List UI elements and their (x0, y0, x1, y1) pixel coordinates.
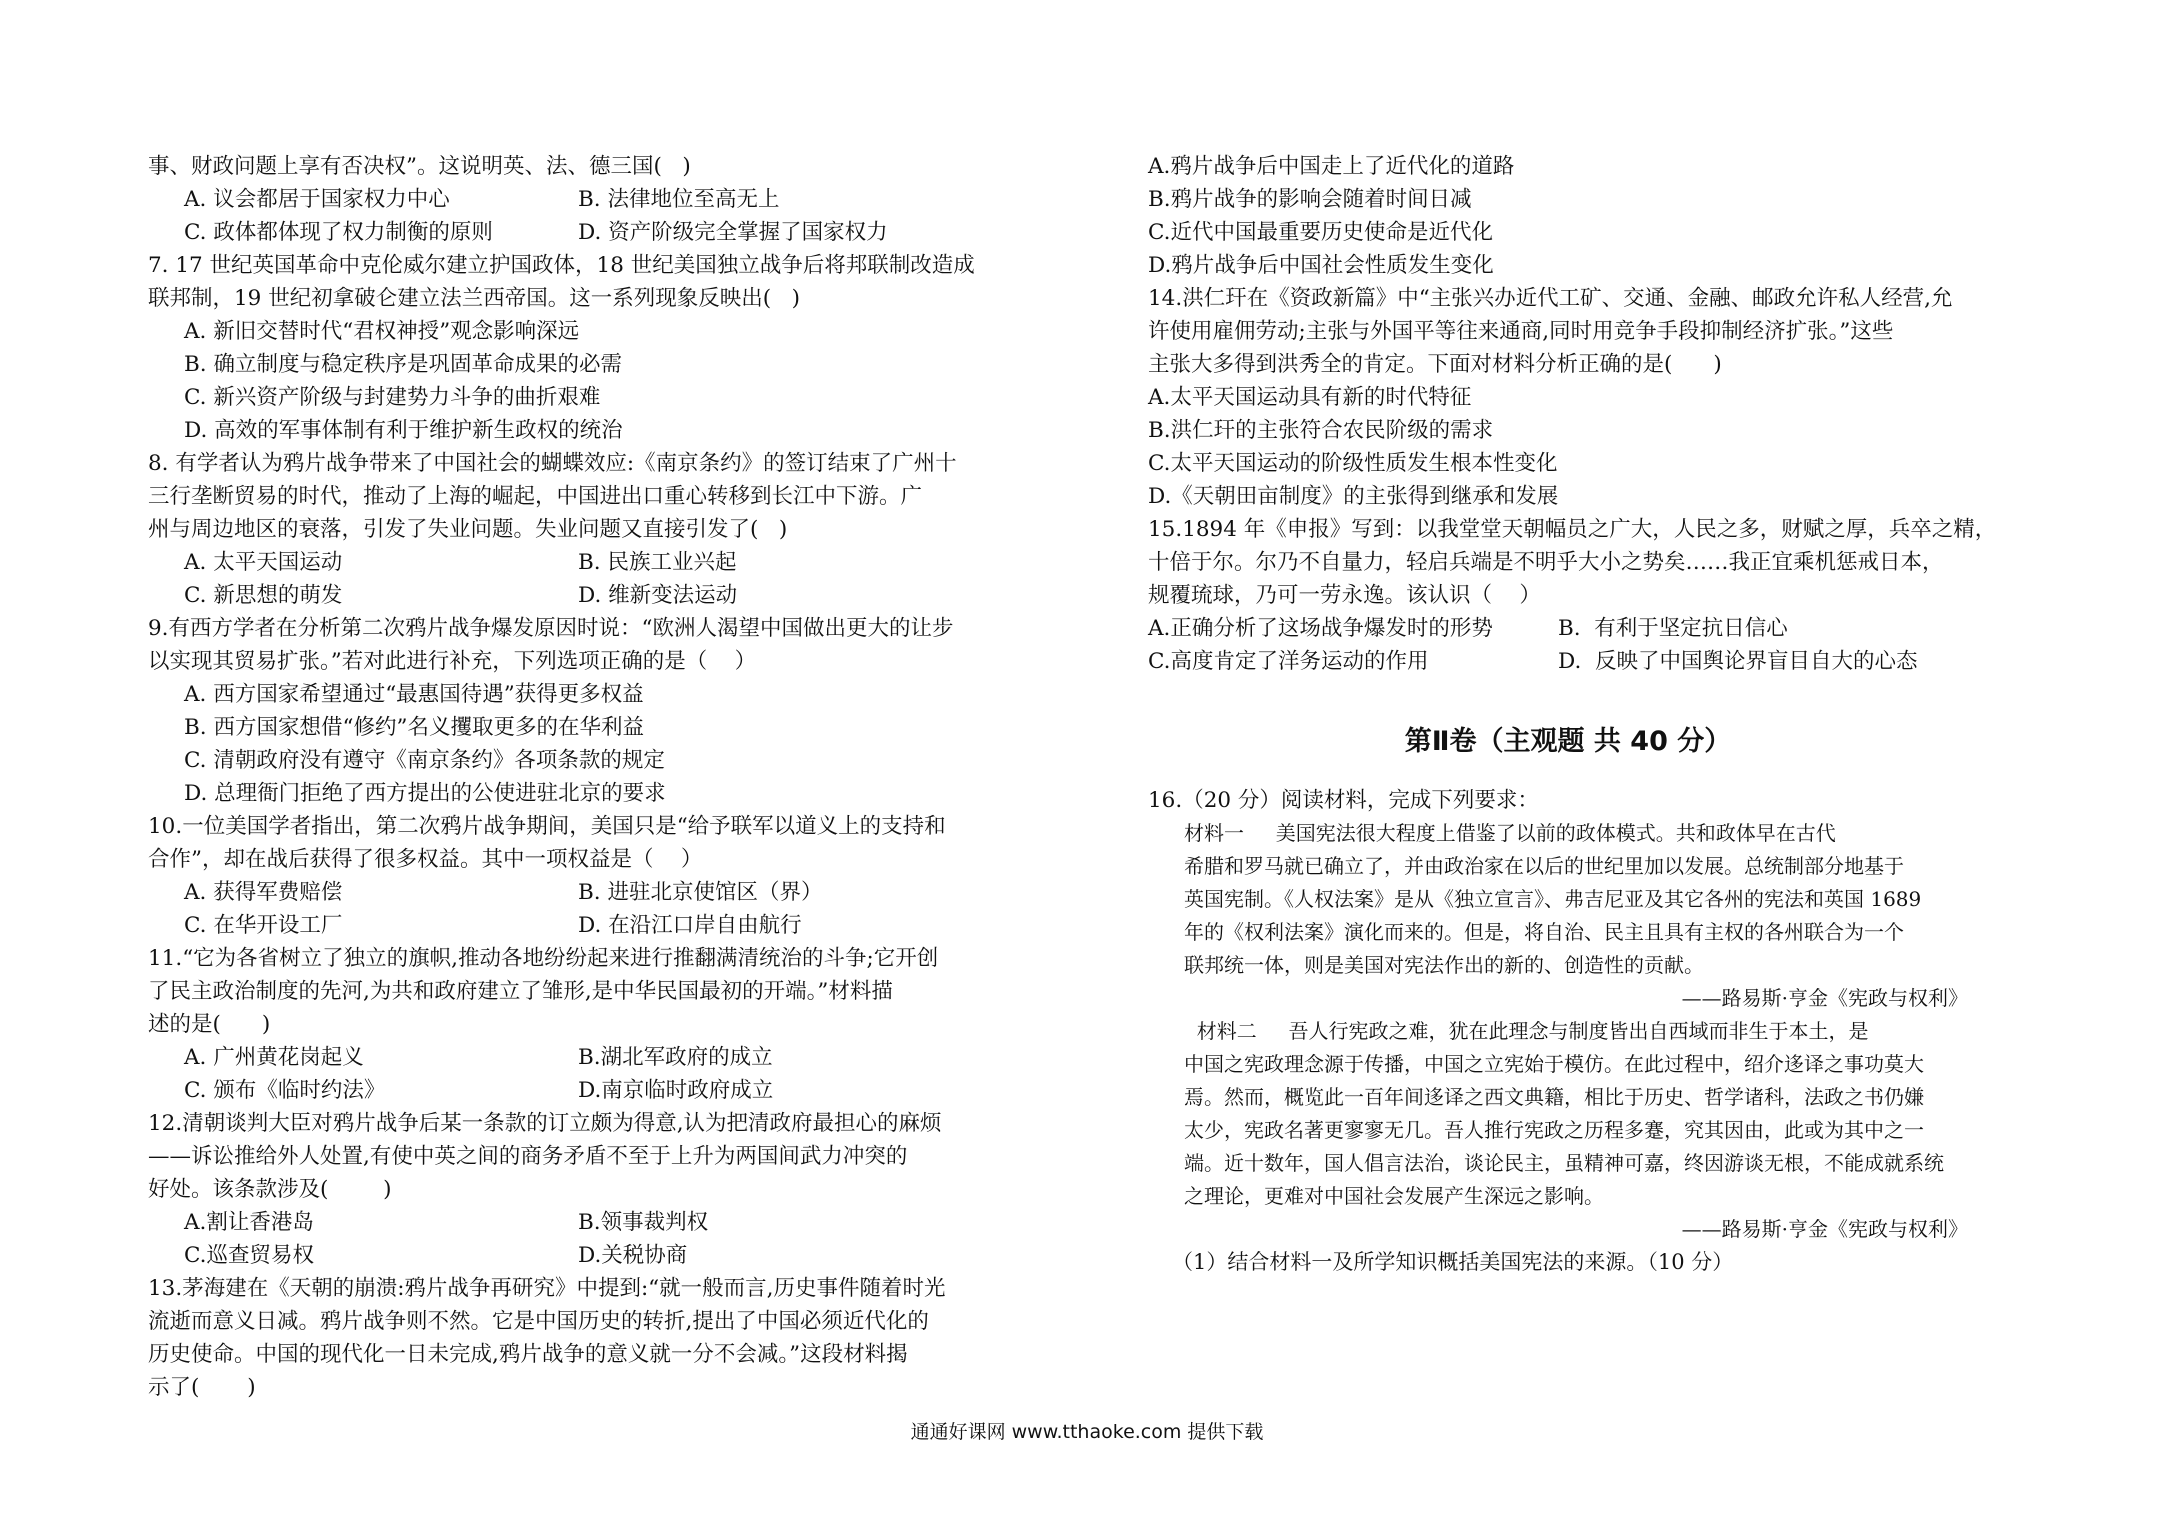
option-d: D. 反映了中国舆论界盲目自大的心态 (1558, 649, 1918, 674)
question-text: 11.“它为各省树立了独立的旗帜,推动各地纷纷起来进行推翻满清统治的斗争;它开创 (148, 946, 939, 971)
question-6 (148, 150, 1008, 249)
option-d: D.南京临时政府成立 (578, 1078, 774, 1103)
option-b: B.鸦片战争的影响会随着时间日减 (1148, 187, 1472, 212)
option-d: D. 高效的军事体制有利于维护新生政权的统治 (184, 418, 623, 443)
option-d: D.鸦片战争后中国社会性质发生变化 (1148, 253, 1494, 278)
option-c: C. 新思想的萌发 (184, 583, 343, 608)
option-d: D. 总理衙门拒绝了西方提出的公使进驻北京的要求 (184, 781, 666, 806)
right-column (1148, 150, 1997, 1279)
question-text: 述的是( ) (148, 1012, 271, 1037)
question-10 (148, 810, 1008, 942)
question-text: 9.有西方学者在分析第二次鸦片战争爆发原因时说：“欧洲人渴望中国做出更大的让步 (148, 616, 954, 641)
question-text: 8. 有学者认为鸦片战争带来了中国社会的蝴蝶效应:《南京条约》的签订结束了广州十 (148, 451, 957, 476)
option-a: A.鸦片战争后中国走上了近代化的道路 (1148, 154, 1515, 179)
left-column (148, 150, 1008, 1404)
question-text: 7. 17 世纪英国革命中克伦威尔建立护国政体，18 世纪美国独立战争后将邦联制改造成 (148, 253, 975, 278)
question-text: 流逝而意义日减。鸦片战争则不然。它是中国历史的转折,提出了中国必须近代化的 (148, 1309, 929, 1334)
question-text: 示了( ) (148, 1375, 256, 1400)
material-line: 年的《权利法案》演化而来的。但是，将自治、民主且具有主权的各州联合为一个 (1184, 920, 1904, 944)
question-text: 规覆琉球，乃可一劳永逸。该认识（ ） (1148, 583, 1541, 608)
question-text: 以实现其贸易扩张。”若对此进行补充，下列选项正确的是（ ） (148, 649, 757, 674)
option-b: B.领事裁判权 (578, 1210, 709, 1235)
question-text: 13.茅海建在《天朝的崩溃:鸦片战争再研究》中提到:“就一般而言,历史事件随着时光 (148, 1276, 946, 1301)
option-d: D. 维新变法运动 (578, 583, 738, 608)
material-source: ——路易斯·亨金《宪政与权利》 (1681, 1217, 1968, 1241)
option-c: C. 在华开设工厂 (184, 913, 343, 938)
option-b: B. 西方国家想借“修约”名义攫取更多的在华利益 (184, 715, 644, 740)
option-c: C. 清朝政府没有遵守《南京条约》各项条款的规定 (184, 748, 665, 773)
option-c: C. 新兴资产阶级与封建势力斗争的曲折艰难 (184, 385, 601, 410)
option-d: D. 资产阶级完全掌握了国家权力 (578, 220, 888, 245)
option-c: C.巡查贸易权 (184, 1243, 315, 1268)
question-text: 15.1894 年《申报》写到：以我堂堂天朝幅员之广大，人民之多，财赋之厚，兵卒之精， (1148, 517, 1997, 542)
question-8 (148, 447, 1008, 612)
material-line: 材料一 美国宪法很大程度上借鉴了以前的政体模式。共和政体早在古代 (1184, 821, 1836, 845)
question-text: 合作”，却在战后获得了很多权益。其中一项权益是（ ） (148, 847, 703, 872)
question-9 (148, 612, 1008, 810)
question-text: 十倍于尔。尔乃不自量力，轻启兵端是不明乎大小之势矣……我正宜乘机惩戒日本， (1148, 550, 1944, 575)
question-13-options (1148, 150, 1988, 282)
material-line: 之理论，更难对中国社会发展产生深远之影响。 (1184, 1184, 1604, 1208)
question-16 (1148, 784, 1988, 1279)
question-text: 好处。该条款涉及( ) (148, 1177, 392, 1202)
option-a: A. 广州黄花岗起义 (184, 1045, 364, 1070)
option-a: A. 议会都居于国家权力中心 (184, 187, 450, 212)
question-text: 10.一位美国学者指出，第二次鸦片战争期间，美国只是“给予联军以道义上的支持和 (148, 814, 946, 839)
question-text: 16.（20 分）阅读材料，完成下列要求： (1148, 788, 1539, 813)
question-11 (148, 942, 1008, 1107)
question-text: 许使用雇佣劳动;主张与外国平等往来通商,同时用竞争手段抑制经济扩张。”这些 (1148, 319, 1894, 344)
question-13 (148, 1272, 1008, 1404)
material-source: ——路易斯·亨金《宪政与权利》 (1681, 986, 1968, 1010)
question-text: 12.清朝谈判大臣对鸦片战争后某一条款的订立颇为得意,认为把清政府最担心的麻烦 (148, 1111, 942, 1136)
option-c: C. 政体都体现了权力制衡的原则 (184, 220, 493, 245)
material-line: 太少，宪政名著更寥寥无几。吾人推行宪政之历程多蹇，究其因由，此或为其中之一 (1184, 1118, 1924, 1142)
page-footer: 通通好课网 www.tthaoke.com 提供下载 (910, 1421, 1264, 1443)
option-a: A. 新旧交替时代“君权神授”观念影响深远 (184, 319, 580, 344)
question-text: ——诉讼推给外人处置,有使中英之间的商务矛盾不至于上升为两国间武力冲突的 (148, 1144, 908, 1169)
option-a: A.太平天国运动具有新的时代特征 (1148, 385, 1472, 410)
option-b: B. 法律地位至高无上 (578, 187, 780, 212)
option-c: C. 颁布《临时约法》 (184, 1078, 386, 1103)
option-c: C.太平天国运动的阶级性质发生根本性变化 (1148, 451, 1558, 476)
question-15 (1148, 513, 1997, 678)
material-line: 端。近十数年，国人倡言法治，谈论民主，虽精神可嘉，终因游谈无根，不能成就系统 (1184, 1151, 1944, 1175)
option-a: A.正确分析了这场战争爆发时的形势 (1148, 616, 1493, 641)
material-line: 英国宪制。《人权法案》是从《独立宣言》、弗吉尼亚及其它各州的宪法和英国 1689 (1184, 887, 1922, 911)
material-line: 中国之宪政理念源于传播，中国之立宪始于模仿。在此过程中，绍介迻译之事功莫大 (1184, 1052, 1924, 1076)
option-c: C.高度肯定了洋务运动的作用 (1148, 649, 1429, 674)
option-b: B. 确立制度与稳定秩序是巩固革命成果的必需 (184, 352, 622, 377)
material-line: 希腊和罗马就已确立了，并由政治家在以后的世纪里加以发展。总统制部分地基于 (1184, 854, 1904, 878)
material-line: 材料二 吾人行宪政之难，犹在此理念与制度皆出自西域而非生于本土，是 (1184, 1019, 1869, 1043)
option-d: D. 在沿江口岸自由航行 (578, 913, 802, 938)
option-a: A. 太平天国运动 (184, 550, 343, 575)
question-14 (1148, 282, 1988, 513)
option-b: B. 有利于坚定抗日信心 (1558, 616, 1788, 641)
option-a: A.割让香港岛 (184, 1210, 314, 1235)
question-text: 主张大多得到洪秀全的肯定。下面对材料分析正确的是( ) (1148, 352, 1722, 377)
option-d: D.关税协商 (578, 1243, 688, 1268)
question-text: 历史使命。中国的现代化一日未完成,鸦片战争的意义就一分不会减。”这段材料揭 (148, 1342, 908, 1367)
question-text: 事、财政问题上享有否决权”。这说明英、法、德三国( ) (148, 154, 691, 179)
question-text: 联邦制，19 世纪初拿破仑建立法兰西帝国。这一系列现象反映出( ) (148, 286, 800, 311)
question-12 (148, 1107, 1008, 1272)
question-7 (148, 249, 1008, 447)
option-a: A. 获得军费赔偿 (184, 880, 343, 905)
option-b: B. 民族工业兴起 (578, 550, 737, 575)
question-text: 州与周边地区的衰落，引发了失业问题。失业问题又直接引发了( ) (148, 517, 788, 542)
sub-question-1: （1）结合材料一及所学知识概括美国宪法的来源。（10 分） (1172, 1250, 1734, 1274)
material-line: 联邦统一体，则是美国对宪法作出的新的、创造性的贡献。 (1184, 953, 1704, 977)
option-b: B. 进驻北京使馆区（界） (578, 880, 823, 905)
option-d: D.《天朝田亩制度》的主张得到继承和发展 (1148, 484, 1559, 509)
option-b: B.湖北军政府的成立 (578, 1045, 773, 1070)
material-1 (1148, 817, 1988, 1015)
material-line: 焉。然而，概览此一百年间迻译之西文典籍，相比于历史、哲学诸科，法政之书仍嫌 (1184, 1085, 1924, 1109)
question-text: 了民主政治制度的先河,为共和政府建立了雏形,是中华民国最初的开端。”材料描 (148, 979, 893, 1004)
question-text: 三行垄断贸易的时代，推动了上海的崛起，中国进出口重心转移到长江中下游。广 (148, 484, 923, 509)
option-c: C.近代中国最重要历史使命是近代化 (1148, 220, 1494, 245)
option-b: B.洪仁玕的主张符合农民阶级的需求 (1148, 418, 1494, 443)
question-text: 14.洪仁玕在《资政新篇》中“主张兴办近代工矿、交通、金融、邮政允许私人经营,允 (1148, 286, 1953, 311)
material-2 (1148, 1015, 1988, 1246)
option-a: A. 西方国家希望通过“最惠国待遇”获得更多权益 (184, 682, 644, 707)
section-title: 第Ⅱ卷（主观题 共 40 分） (1404, 726, 1732, 757)
